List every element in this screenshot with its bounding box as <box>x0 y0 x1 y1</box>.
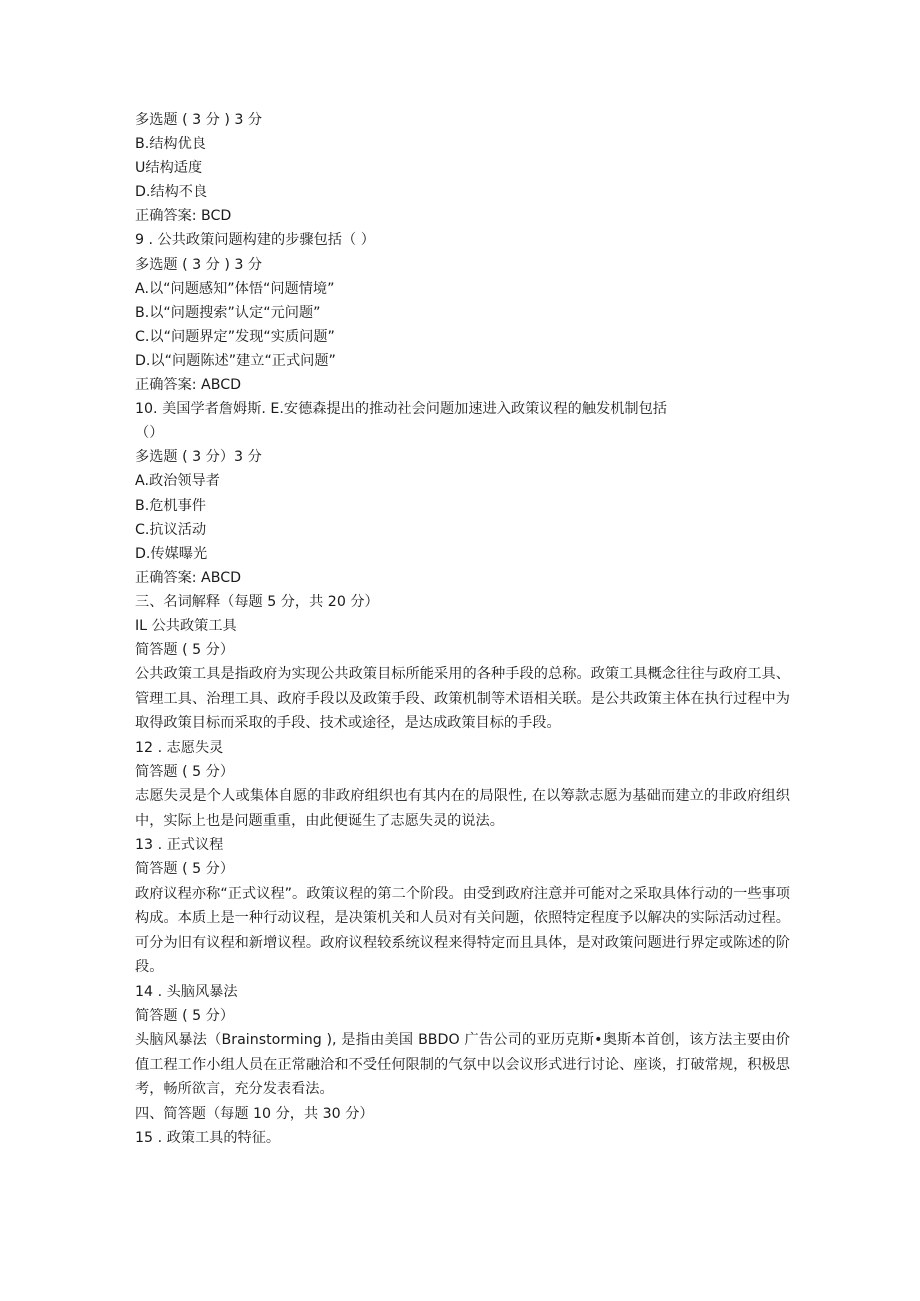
question-10-blank: （） <box>135 425 164 442</box>
answer-paragraph-12: 志愿失灵是个人或集体自愿的非政府组织也有其内在的局限性, 在以筹款志愿为基础而建立的非政府组织中，实际上也是问题重重，由此便诞生了志愿失灵的说法。 <box>135 788 790 829</box>
option-b: B.结构优良 <box>135 136 206 153</box>
question-12: 12 . 志愿失灵 <box>135 739 224 756</box>
question-type-label: 简答题 ( 5 分） <box>135 764 235 781</box>
option-c: C.抗议活动 <box>135 521 207 538</box>
question-type-label: 简答题 ( 5 分） <box>135 861 235 878</box>
correct-answer: 正确答案: ABCD <box>135 377 242 394</box>
option-c: U结构适度 <box>135 160 203 177</box>
option-b: B.以“问题搜索”认定“元问题” <box>135 304 321 321</box>
correct-answer: 正确答案: BCD <box>135 208 232 225</box>
option-d: D.以“问题陈述”建立“正式问题” <box>135 352 336 369</box>
option-a: A.以“问题感知”体悟“问题情境” <box>135 280 335 297</box>
answer-paragraph-13: 政府议程亦称“正式议程”。政策议程的第二个阶段。由受到政府注意并可能对之采取具体行动的一些事项构成。本质上是一种行动议程，是决策机关和人员对有关问题，依照特定程度予以解决的实际活动过程。可分为旧有议程和新增议程。政府议程较系统议程来得特定而且具体，是对政策问题进行界定或陈述的阶段。 <box>135 885 790 976</box>
question-type-label: 多选题 ( 3 分 ) 3 分 <box>135 112 263 128</box>
correct-answer: 正确答案: ABCD <box>135 569 242 586</box>
section-heading-4: 四、简答题（每题 10 分，共 30 分） <box>135 1105 374 1122</box>
question-type-label: 多选题 ( 3 分）3 分 <box>135 449 262 466</box>
question-10: 10. 美国学者詹姆斯. E.安德森提出的推动社会问题加速进入政策议程的触发机制包括 <box>135 401 667 418</box>
option-d: D.传媒曝光 <box>135 545 208 562</box>
question-type-label: 多选题 ( 3 分 ) 3 分 <box>135 256 263 273</box>
question-9: 9 . 公共政策问题构建的步骤包括（ ） <box>135 232 375 249</box>
question-15: 15 . 政策工具的特征。 <box>135 1129 281 1146</box>
answer-paragraph-11: 公共政策工具是指政府为实现公共政策目标所能采用的各种手段的总称。政策工具概念往往与政府工具、管理工具、治理工具、政府手段以及政策手段、政策机制等术语相关联。是公共政策主体在执行过程中为取得政策目标而采取的手段、技术或途径，是达成政策目标的手段。 <box>135 666 790 732</box>
question-13: 13 . 正式议程 <box>135 837 224 854</box>
option-d: D.结构不良 <box>135 184 208 201</box>
question-type-label: 简答题 ( 5 分） <box>135 1007 235 1024</box>
question-type-label: 简答题 ( 5 分） <box>135 642 235 659</box>
answer-paragraph-14: 头脑风暴法（Brainstorming ), 是指由美国 BBDO 广告公司的亚历克斯•奥斯本首创，该方法主要由价值工程工作小组人员在正常融洽和不受任何限制的气氛中以会议形式进行讨论、座谈，打破常规，积极思考，畅所欲言，充分发表看法。 <box>135 1032 790 1098</box>
option-b: B.危机事件 <box>135 497 206 514</box>
option-c: C.以“问题界定”发现“实质问题” <box>135 328 335 345</box>
option-a: A.政治领导者 <box>135 473 220 490</box>
question-11: IL 公共政策工具 <box>135 617 237 634</box>
question-14: 14 . 头脑风暴法 <box>135 983 238 1000</box>
section-heading-3: 三、名词解释（每题 5 分，共 20 分） <box>135 593 379 610</box>
document-page <box>135 108 790 1150</box>
